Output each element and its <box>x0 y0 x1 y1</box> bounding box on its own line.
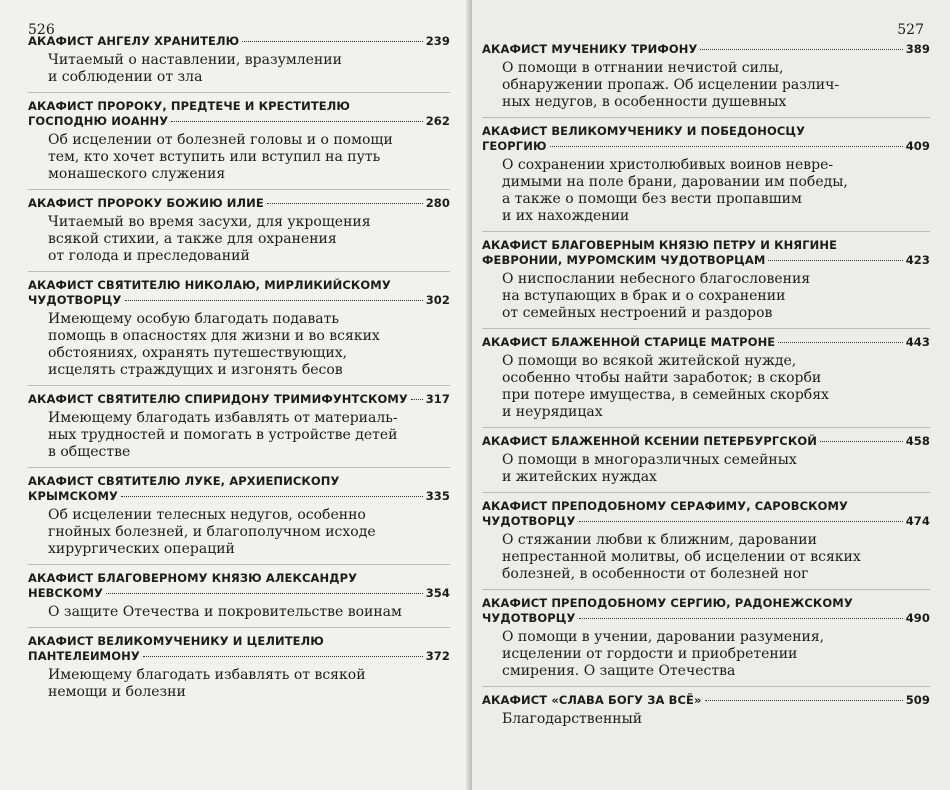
toc-entry[interactable] <box>28 571 450 628</box>
page-number: 527 <box>897 22 924 38</box>
description-line: тем, кто хочет вступить или вступил на путь <box>48 149 381 165</box>
title-line: ЧУДОТВОРЦУ <box>482 514 576 528</box>
description-line: О ниспослании небесного благословения <box>502 271 811 287</box>
toc-entry-description <box>28 311 450 379</box>
description-line: исцелять страждущих и изгонять бесов <box>48 362 343 378</box>
toc-entry-description <box>482 629 930 680</box>
toc-entry-description <box>482 271 930 322</box>
dot-leader <box>143 656 423 657</box>
description-line: особенно чтобы найти заработок; в скорби <box>502 370 822 386</box>
title-line-with-leader <box>28 489 450 504</box>
toc-page-number[interactable]: 372 <box>425 649 450 663</box>
toc-entry-title <box>482 238 930 268</box>
dot-leader <box>267 203 423 204</box>
toc-entry[interactable] <box>28 99 450 190</box>
title-line: АКАФИСТ ПРОРОКУ, ПРЕДТЕЧЕ И КРЕСТИТЕЛЮ <box>28 99 350 113</box>
description-line: в обществе <box>48 444 131 460</box>
description-line: обнаружении пропаж. Об исцелении различ- <box>502 77 840 93</box>
toc-page-number[interactable]: 443 <box>905 335 930 349</box>
description-line: и их нахождении <box>502 208 630 224</box>
description-line: обстояниях, охранять путешествующих, <box>48 345 348 361</box>
title-line: АКАФИСТ СВЯТИТЕЛЮ ЛУКЕ, АРХИЕПИСКОПУ <box>28 474 340 488</box>
description-line: а также о помощи без вести пропавшим <box>502 191 802 207</box>
title-line-with-leader <box>482 139 930 154</box>
toc-page-number[interactable]: 262 <box>425 114 450 128</box>
title-line-with-leader <box>28 586 450 601</box>
title-line-with-leader <box>482 434 930 449</box>
title-line-with-leader <box>482 42 930 57</box>
description-line: димыми на поле брани, даровании им победы, <box>502 174 848 190</box>
toc-entry-title <box>28 634 450 664</box>
toc-page-number[interactable]: 317 <box>425 392 450 406</box>
title-line: АКАФИСТ СВЯТИТЕЛЮ СПИРИДОНУ ТРИМИФУНТСКОМУ <box>28 392 408 406</box>
toc-entry-description <box>482 353 930 421</box>
title-line: НЕВСКОМУ <box>28 586 103 600</box>
toc-entry-description <box>28 604 450 621</box>
description-line: Об исцелении от болезней головы и о помощи <box>48 132 393 148</box>
toc-entry-title <box>482 42 930 57</box>
title-line: ЧУДОТВОРЦУ <box>28 293 122 307</box>
toc-entry[interactable] <box>28 34 450 93</box>
toc-entry-description <box>482 60 930 111</box>
toc-entry[interactable] <box>28 474 450 565</box>
title-line: АКАФИСТ ПРЕПОДОБНОМУ СЕРГИЮ, РАДОНЕЖСКОМУ <box>482 596 853 610</box>
title-line: АКАФИСТ ПРОРОКУ БОЖИЮ ИЛИЕ <box>28 196 264 210</box>
description-line: от семейных нестроений и раздоров <box>502 305 773 321</box>
toc-entry[interactable] <box>482 434 930 493</box>
toc-entry-description <box>28 52 450 86</box>
description-line: и неурядицах <box>502 404 603 420</box>
description-line: при потере имущества, в семейных скорбях <box>502 387 829 403</box>
page-number: 526 <box>28 22 55 38</box>
toc-entry-title <box>482 124 930 154</box>
toc-entry-description <box>28 132 450 183</box>
toc-page-number[interactable]: 335 <box>425 489 450 503</box>
toc-entry[interactable] <box>482 124 930 232</box>
title-line: ПАНТЕЛЕИМОНУ <box>28 649 140 663</box>
toc-page-number[interactable]: 280 <box>425 196 450 210</box>
toc-entry[interactable] <box>28 196 450 272</box>
toc-list <box>28 34 450 707</box>
toc-entry-description <box>482 452 930 486</box>
toc-entry-description <box>28 667 450 701</box>
toc-page-number[interactable]: 302 <box>425 293 450 307</box>
dot-leader <box>768 260 902 261</box>
title-line-with-leader <box>28 392 450 407</box>
description-line: О сохранении христолюбивых воинов невре- <box>502 157 834 173</box>
right-page <box>472 0 950 790</box>
title-line-with-leader <box>482 335 930 350</box>
toc-page-number[interactable]: 474 <box>905 514 930 528</box>
description-line: монашеского служения <box>48 166 226 182</box>
description-line: болезней, в особенности от болезней ног <box>502 566 809 582</box>
toc-page-number[interactable]: 389 <box>905 42 930 56</box>
toc-entry-title <box>28 474 450 504</box>
title-line: КРЫМСКОМУ <box>28 489 119 503</box>
toc-entry-title <box>482 335 930 350</box>
toc-entry[interactable] <box>482 42 930 118</box>
dot-leader <box>579 618 903 619</box>
description-line: исцелении от гордости и приобретении <box>502 646 798 662</box>
title-line: АКАФИСТ ВЕЛИКОМУЧЕНИКУ И ПОБЕДОНОСЦУ <box>482 124 806 138</box>
toc-entry-title <box>28 99 450 129</box>
description-line: О защите Отечества и покровительстве воинам <box>48 604 402 620</box>
toc-entry-description <box>482 532 930 583</box>
description-line: О помощи во всякой житейской нужде, <box>502 353 797 369</box>
toc-entry-description <box>482 157 930 225</box>
toc-entry[interactable] <box>28 278 450 386</box>
toc-entry-title <box>482 499 930 529</box>
description-line: гнойных болезней, и благополучном исходе <box>48 524 376 540</box>
title-line: АКАФИСТ БЛАГОВЕРНЫМ КНЯЗЮ ПЕТРУ И КНЯГИНЕ <box>482 238 838 252</box>
toc-page-number[interactable]: 490 <box>905 611 930 625</box>
title-line: АКАФИСТ ПРЕПОДОБНОМУ СЕРАФИМУ, САРОВСКОМУ <box>482 499 848 513</box>
toc-entry[interactable] <box>28 392 450 468</box>
title-line-with-leader <box>28 114 450 129</box>
title-line: АКАФИСТ МУЧЕНИКУ ТРИФОНУ <box>482 42 698 56</box>
dot-leader <box>550 146 903 147</box>
toc-entry-title <box>482 596 930 626</box>
title-line-with-leader <box>482 253 930 268</box>
description-line: Читаемый о наставлении, вразумлении <box>48 52 342 68</box>
description-line: смирения. О защите Отечества <box>502 663 736 679</box>
description-line: немощи и болезни <box>48 684 186 700</box>
description-line: Имеющему благодать избавлять от всякой <box>48 667 366 683</box>
toc-entry-title <box>28 196 450 211</box>
title-line: АКАФИСТ БЛАГОВЕРНОМУ КНЯЗЮ АЛЕКСАНДРУ <box>28 571 358 585</box>
toc-entry-title <box>28 278 450 308</box>
toc-entry[interactable] <box>482 335 930 428</box>
toc-entry-title <box>482 434 930 449</box>
title-line: АКАФИСТ «СЛАВА БОГУ ЗА ВСЁ» <box>482 693 702 707</box>
description-line: Имеющему особую благодать подавать <box>48 311 339 327</box>
toc-entry[interactable] <box>482 499 930 590</box>
toc-entry-title <box>28 571 450 601</box>
description-line: О стяжании любви к ближним, даровании <box>502 532 817 548</box>
description-line: О помощи в отгнании нечистой силы, <box>502 60 784 76</box>
toc-entry-description <box>28 410 450 461</box>
toc-entry[interactable] <box>482 596 930 687</box>
dot-leader <box>125 300 423 301</box>
toc-page-number[interactable]: 509 <box>905 693 930 707</box>
dot-leader <box>778 342 902 343</box>
toc-page-number[interactable]: 458 <box>905 434 930 448</box>
title-line: ФЕВРОНИИ, МУРОМСКИМ ЧУДОТВОРЦАМ <box>482 253 766 267</box>
title-line-with-leader <box>482 693 930 708</box>
title-line-with-leader <box>28 649 450 664</box>
title-line: ГОСПОДНЮ ИОАННУ <box>28 114 169 128</box>
description-line: от голода и преследований <box>48 248 250 264</box>
description-line: О помощи в учении, даровании разумения, <box>502 629 825 645</box>
toc-entry-title <box>28 392 450 407</box>
description-line: Читаемый во время засухи, для укрощения <box>48 214 371 230</box>
toc-entry-title <box>482 693 930 708</box>
dot-leader <box>121 496 423 497</box>
title-line-with-leader <box>28 196 450 211</box>
title-line: АКАФИСТ АНГЕЛУ ХРАНИТЕЛЮ <box>28 34 240 48</box>
description-line: непрестанной молитвы, об исцелении от всяких <box>502 549 861 565</box>
title-line-with-leader <box>482 611 930 626</box>
dot-leader <box>242 41 422 42</box>
dot-leader <box>579 521 903 522</box>
description-line: на вступающих в брак и о сохранении <box>502 288 786 304</box>
dot-leader <box>705 700 903 701</box>
title-line: АКАФИСТ ВЕЛИКОМУЧЕНИКУ И ЦЕЛИТЕЛЮ <box>28 634 324 648</box>
description-line: и житейских нуждах <box>502 469 657 485</box>
toc-entry-description <box>28 214 450 265</box>
toc-page-number[interactable]: 423 <box>905 253 930 267</box>
dot-leader <box>106 593 423 594</box>
description-line: Об исцелении телесных недугов, особенно <box>48 507 366 523</box>
title-line-with-leader <box>482 514 930 529</box>
title-line-with-leader <box>28 34 450 49</box>
toc-entry-description <box>28 507 450 558</box>
title-line: ГЕОРГИЮ <box>482 139 547 153</box>
toc-entry-title <box>28 34 450 49</box>
toc-entry-description <box>482 711 930 728</box>
description-line: помощь в опасностях для жизни и во всяких <box>48 328 380 344</box>
dot-leader <box>820 441 903 442</box>
toc-page-number[interactable]: 354 <box>425 586 450 600</box>
description-line: Имеющему благодать избавлять от материаль- <box>48 410 398 426</box>
description-line: хирургических операций <box>48 541 235 557</box>
left-page <box>0 0 472 790</box>
description-line: ных трудностей и помогать в устройстве детей <box>48 427 398 443</box>
toc-page-number[interactable]: 409 <box>905 139 930 153</box>
description-line: Благодарственный <box>502 711 643 727</box>
toc-entry[interactable] <box>482 238 930 329</box>
description-line: всякой стихии, а также для охранения <box>48 231 337 247</box>
title-line: АКАФИСТ СВЯТИТЕЛЮ НИКОЛАЮ, МИРЛИКИЙСКОМУ <box>28 278 391 292</box>
description-line: О помощи в многоразличных семейных <box>502 452 797 468</box>
title-line: АКАФИСТ БЛАЖЕННОЙ КСЕНИИ ПЕТЕРБУРГСКОЙ <box>482 434 817 448</box>
toc-list <box>482 42 930 734</box>
toc-page-number[interactable]: 239 <box>425 34 450 48</box>
toc-entry[interactable] <box>482 693 930 734</box>
toc-entry[interactable] <box>28 634 450 707</box>
description-line: ных недугов, в особенности душевных <box>502 94 787 110</box>
title-line: АКАФИСТ БЛАЖЕННОЙ СТАРИЦЕ МАТРОНЕ <box>482 335 776 349</box>
dot-leader <box>171 121 422 122</box>
title-line-with-leader <box>28 293 450 308</box>
title-line: ЧУДОТВОРЦУ <box>482 611 576 625</box>
dot-leader <box>411 399 423 400</box>
dot-leader <box>700 49 902 50</box>
description-line: и соблюдении от зла <box>48 69 203 85</box>
